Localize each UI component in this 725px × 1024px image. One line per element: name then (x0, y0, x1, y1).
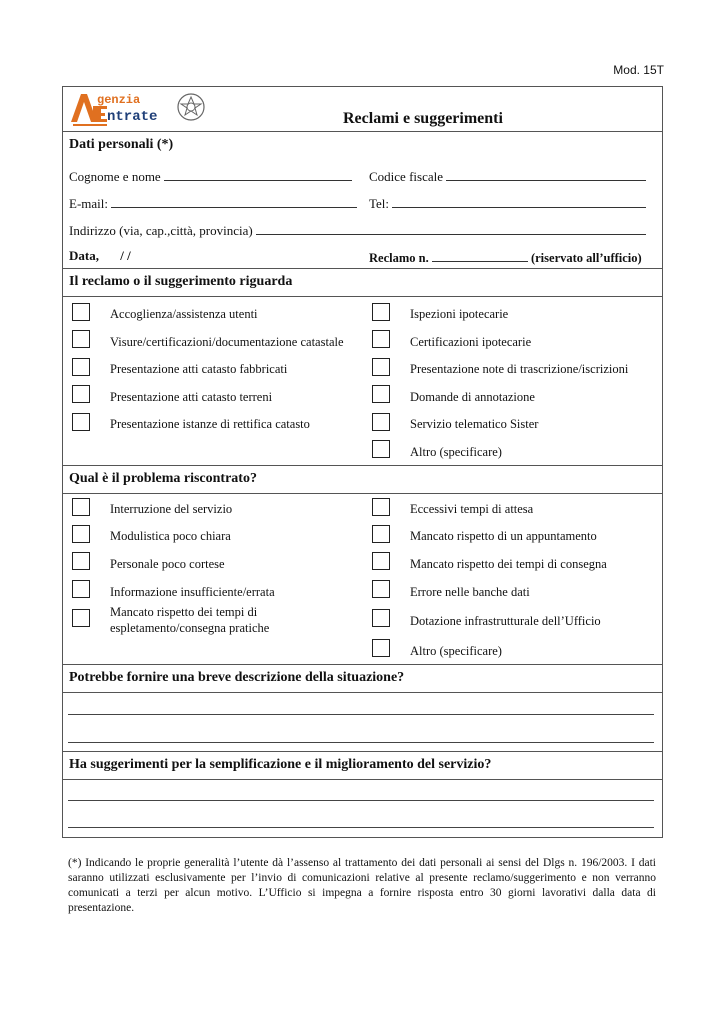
checkbox-informazione[interactable] (72, 580, 90, 598)
description-area[interactable] (63, 693, 662, 752)
checkbox-altro-problema[interactable] (372, 639, 390, 657)
checkbox-personale[interactable] (72, 552, 90, 570)
checkbox-appuntamento[interactable] (372, 525, 390, 543)
email-field[interactable] (69, 195, 357, 212)
checkbox-terreni[interactable] (72, 385, 90, 403)
svg-text:ntrate: ntrate (107, 109, 158, 125)
date-label: Data, (69, 248, 99, 263)
address-label: Indirizzo (via, cap.,città, provincia) (69, 223, 253, 238)
option-accoglienza: Accoglienza/assistenza utenti (110, 307, 258, 321)
form-header (63, 87, 662, 132)
address-line[interactable] (256, 222, 646, 235)
checkbox-altro-reclamo[interactable] (372, 440, 390, 458)
tel-label: Tel: (369, 196, 390, 211)
claim-number-line[interactable] (432, 249, 528, 262)
suggestions-heading: Ha suggerimenti per la semplificazione e il miglioramento del servizio? (69, 757, 492, 772)
checkbox-certificazioni[interactable] (372, 330, 390, 348)
office-reserved-note: (riservato all’ufficio) (530, 251, 642, 265)
tax-code-field[interactable] (369, 168, 646, 185)
option-dotazione: Dotazione infrastrutturale dell’Ufficio (410, 614, 601, 628)
option-consegna: Mancato rispetto dei tempi di consegna (410, 557, 607, 571)
option-interruzione: Interruzione del servizio (110, 502, 233, 516)
name-field[interactable] (69, 168, 352, 185)
tax-code-line[interactable] (446, 168, 646, 181)
claim-number-label: Reclamo n. (369, 251, 429, 265)
checkbox-sister[interactable] (372, 413, 390, 431)
suggestions-line-2[interactable] (68, 827, 654, 828)
suggestions-area[interactable] (63, 780, 662, 837)
option-attesa: Eccessivi tempi di attesa (410, 502, 534, 516)
svg-text:genzia: genzia (97, 93, 141, 107)
email-label: E-mail: (69, 196, 108, 211)
option-certificazioni: Certificazioni ipotecarie (410, 335, 532, 349)
option-sister: Servizio telematico Sister (410, 417, 539, 431)
checkbox-fabbricati[interactable] (72, 358, 90, 376)
personal-data-section (63, 132, 662, 269)
option-tempi-pratiche-line1: Mancato rispetto dei tempi di (110, 605, 258, 619)
option-altro-reclamo: Altro (specificare) (410, 445, 502, 459)
topic-heading-row (63, 269, 662, 297)
description-line-1[interactable] (68, 714, 654, 715)
option-ispezioni: Ispezioni ipotecarie (410, 307, 509, 321)
problem-heading-row (63, 466, 662, 494)
option-informazione: Informazione insufficiente/errata (110, 585, 275, 599)
option-personale: Personale poco cortese (110, 557, 225, 571)
description-heading: Potrebbe fornire una breve descrizione della situazione? (69, 670, 405, 685)
tel-line[interactable] (392, 195, 646, 208)
option-appuntamento: Mancato rispetto di un appuntamento (410, 529, 597, 543)
checkbox-modulistica[interactable] (72, 525, 90, 543)
description-heading-row (63, 665, 662, 693)
checkbox-ispezioni[interactable] (372, 303, 390, 321)
tax-code-label: Codice fiscale (369, 169, 443, 184)
suggestions-heading-row (63, 752, 662, 780)
option-altro-problema: Altro (specificare) (410, 644, 502, 658)
option-annotazione: Domande di annotazione (410, 390, 535, 404)
checkbox-dotazione[interactable] (372, 609, 390, 627)
checkbox-interruzione[interactable] (72, 498, 90, 516)
checkbox-note[interactable] (372, 358, 390, 376)
topic-heading: Il reclamo o il suggerimento riguarda (69, 274, 293, 289)
option-tempi-pratiche-line2: espletamento/consegna pratiche (110, 621, 270, 635)
problem-options (63, 494, 662, 665)
option-terreni: Presentazione atti catasto terreni (110, 390, 273, 404)
address-field[interactable] (69, 222, 646, 239)
checkbox-consegna[interactable] (372, 552, 390, 570)
checkbox-accoglienza[interactable] (72, 303, 90, 321)
checkbox-rettifica[interactable] (72, 413, 90, 431)
checkbox-banche-dati[interactable] (372, 580, 390, 598)
tel-field[interactable] (369, 195, 646, 212)
name-line[interactable] (164, 168, 352, 181)
option-fabbricati: Presentazione atti catasto fabbricati (110, 362, 288, 376)
option-visure: Visure/certificazioni/documentazione catastale (110, 335, 344, 349)
checkbox-annotazione[interactable] (372, 385, 390, 403)
claim-number-field[interactable] (369, 249, 642, 266)
option-modulistica: Modulistica poco chiara (110, 529, 231, 543)
date-slashes: / / (120, 248, 131, 263)
date-field[interactable] (69, 248, 131, 264)
option-rettifica: Presentazione istanze di rettifica catasto (110, 417, 310, 431)
personal-data-heading: Dati personali (*) (69, 137, 174, 152)
suggestions-line-1[interactable] (68, 800, 654, 801)
problem-heading: Qual è il problema riscontrato? (69, 471, 257, 486)
option-note: Presentazione note di trascrizione/iscrizioni (410, 362, 629, 376)
privacy-footnote: (*) Indicando le proprie generalità l’utente dà l’assenso al trattamento dei dati personali ai sensi del Dlgs n. 196/2003. I dati saranno utilizzati esclusivamente per l’invio di comunicazioni relative al presente reclamo/suggerimento e non verranno comunicati a terzi per alcun motivo. L’Ufficio si impegna a fornire risposta entro 30 giorni lavorativi dalla data di presentazione. (68, 857, 656, 914)
email-line[interactable] (111, 195, 357, 208)
checkbox-attesa[interactable] (372, 498, 390, 516)
checkbox-visure[interactable] (72, 330, 90, 348)
topic-options (63, 297, 662, 466)
description-line-2[interactable] (68, 742, 654, 743)
checkbox-tempi-pratiche[interactable] (72, 609, 90, 627)
page-title: Reclami e suggerimenti (343, 110, 503, 127)
complaint-form (62, 86, 663, 838)
option-banche-dati: Errore nelle banche dati (410, 585, 530, 599)
form-code: Mod. 15T (613, 63, 664, 77)
agenzia-entrate-logo (67, 90, 211, 128)
name-label: Cognome e nome (69, 169, 161, 184)
